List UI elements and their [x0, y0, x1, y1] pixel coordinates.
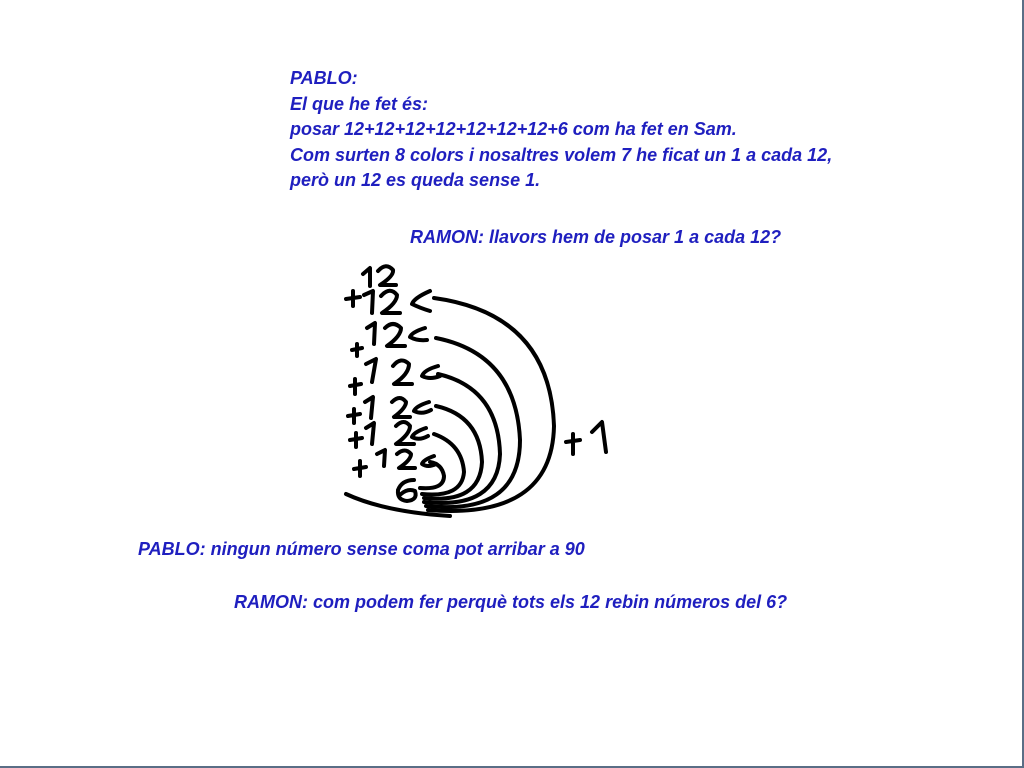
pablo-line-2: posar 12+12+12+12+12+12+12+6 com ha fet en Sam.: [290, 119, 737, 139]
connecting-arcs: [346, 298, 554, 516]
handwritten-plus-2: [352, 344, 362, 356]
pablo-speaker-label: PABLO:: [290, 68, 358, 88]
handwritten-twelve-row-6: [377, 450, 436, 468]
handwritten-plus-6: [354, 461, 366, 476]
handwritten-twelve-row-2: [367, 323, 427, 346]
handwritten-twelve-row-3: [366, 359, 440, 384]
handwritten-plus-twelve-row-1: [346, 291, 430, 313]
pablo-line-1: El que he fet és:: [290, 93, 429, 114]
handwritten-six: [398, 480, 416, 501]
pablo-statement-2: PABLO: ningun número sense coma pot arribar a 90: [138, 539, 585, 559]
handwritten-plus-twelve-row-4: [348, 397, 431, 423]
pablo-explanation: [290, 66, 832, 194]
handwritten-plus-3: [350, 379, 361, 394]
handwritten-plus-twelve-row-5: [350, 422, 428, 447]
ramon-question-2: RAMON: com podem fer perquè tots els 12 rebin números del 6?: [234, 592, 788, 612]
pablo-line-4: però un 12 es queda sense 1.: [290, 170, 541, 190]
ramon-question-1: RAMON: llavors hem de posar 1 a cada 12?: [410, 227, 782, 247]
handwritten-plus-one-label: [566, 422, 606, 454]
handwritten-twelve-top: [363, 266, 396, 286]
pablo-line-3: Com surten 8 colors i nosaltres volem 7 he ficat un 1 a cada 12,: [290, 144, 833, 165]
handwritten-sum-drawing: [330, 258, 630, 528]
